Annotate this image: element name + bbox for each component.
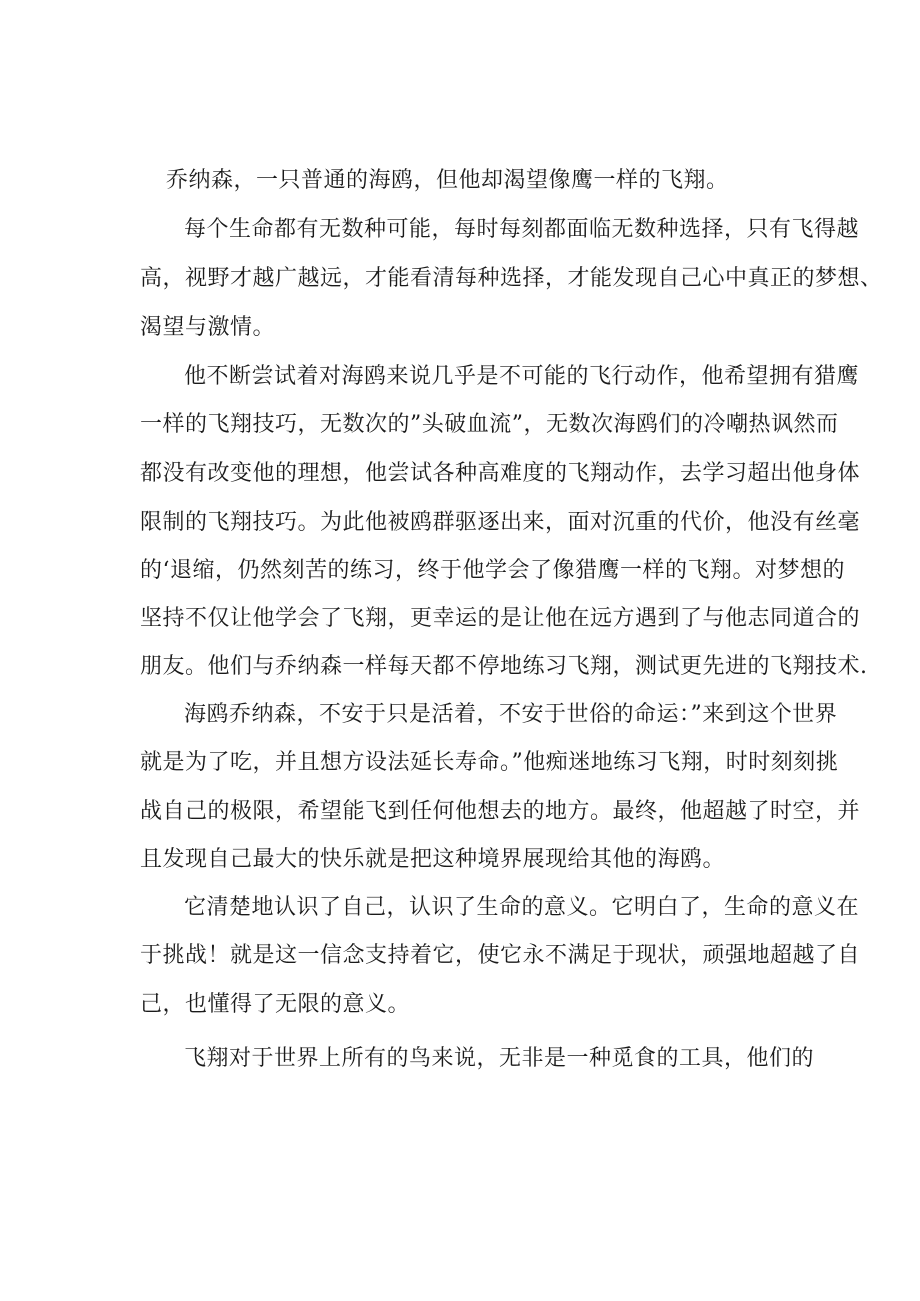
paragraph-5-line-2: 于挑战！就是这一信念支持着它，使它永不满足于现状，顽强地超越了自 xyxy=(140,943,861,968)
paragraph-5-line-3: 己，也懂得了无限的意义。 xyxy=(140,992,411,1017)
paragraph-3-line-3: 都没有改变他的理想，他尝试各种高难度的飞翔动作，去学习超出他身体 xyxy=(140,461,861,486)
paragraph-5-line-1: 它清楚地认识了自己，认识了生命的意义。它明白了，生命的意义在 xyxy=(184,895,860,920)
paragraph-4-line-4: 且发现自己最大的快乐就是把这种境界展现给其他的海鸥。 xyxy=(140,847,726,872)
paragraph-3-line-2: 一样的飞翔技巧，无数次的”头破血流”，无数次海鸥们的冷嘲热讽然而 xyxy=(140,412,839,437)
paragraph-6-line-1: 飞翔对于世界上所有的鸟来说，无非是一种觅食的工具，他们的 xyxy=(184,1046,815,1071)
paragraph-3-line-5: 的‘退缩，仍然刻苦的练习，终于他学会了像猎鹰一样的飞翔。对梦想的 xyxy=(140,558,845,583)
paragraph-2-line-1: 每个生命都有无数种可能，每时每刻都面临无数种选择，只有飞得越 xyxy=(184,217,860,242)
paragraph-3-line-6: 坚持不仅让他学会了飞翔，更幸运的是让他在远方遇到了与他志同道合的 xyxy=(140,606,861,631)
paragraph-4-line-1: 海鸥乔纳森，不安于只是活着，不安于世俗的命运：”来到这个世界 xyxy=(184,702,838,727)
paragraph-4-line-3: 战自己的极限，希望能飞到任何他想去的地方。最终，他超越了时空，并 xyxy=(140,799,861,824)
paragraph-2-line-3: 渴望与激情。 xyxy=(140,315,276,340)
paragraph-3-line-4: 限制的飞翔技巧。为此他被鸥群驱逐出来，面对沉重的代价，他没有丝毫 xyxy=(140,510,861,535)
paragraph-3-line-1: 他不断尝试着对海鸥来说几乎是不可能的飞行动作，他希望拥有猎鹰 xyxy=(184,364,860,389)
paragraph-2-line-2: 高，视野才越广越远，才能看清每种选择，才能发现自己心中真正的梦想、 xyxy=(140,266,883,291)
paragraph-4-line-2: 就是为了吃，并且想方设法延长寿命。”他痴迷地练习飞翔，时时刻刻挑 xyxy=(140,750,839,775)
paragraph-1-line-1: 乔纳森，一只普通的海鸥，但他却渴望像鹰一样的飞翔。 xyxy=(166,168,729,193)
paragraph-3-line-7: 朋友。他们与乔纳森一样每天都不停地练习飞翔，测试更先进的飞翔技术. xyxy=(140,654,868,679)
